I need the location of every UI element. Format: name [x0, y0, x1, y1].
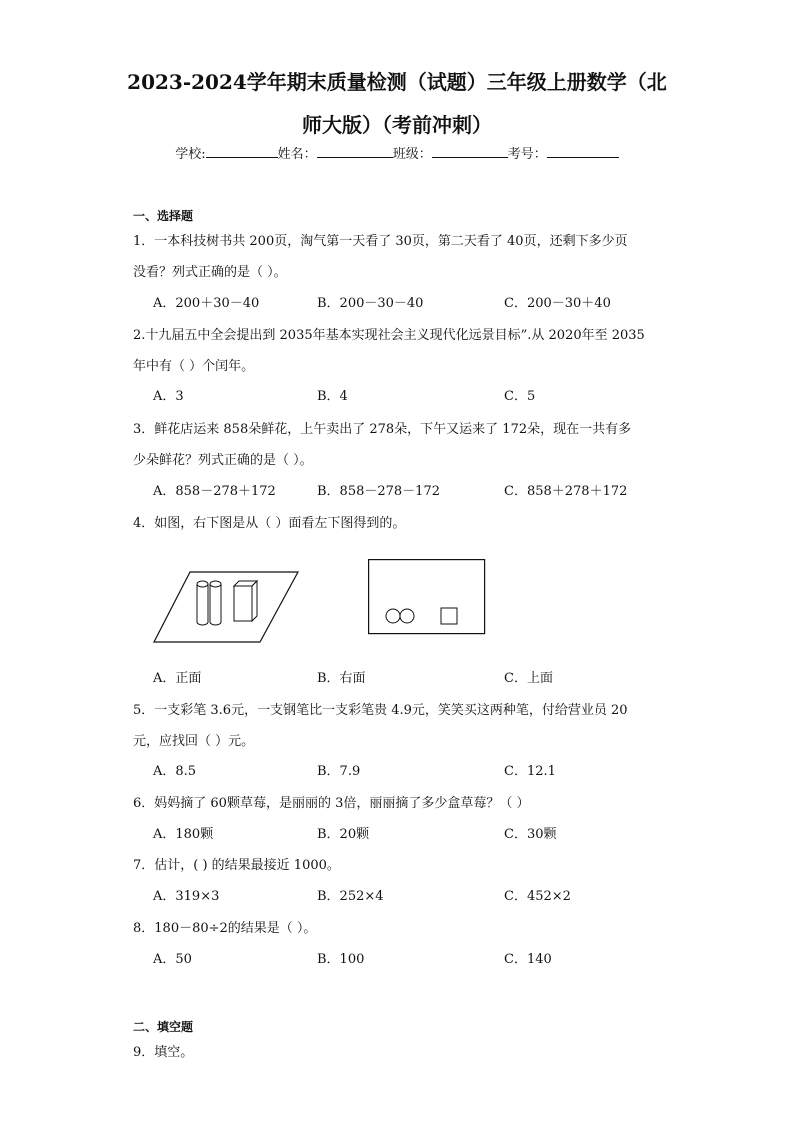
option-b[interactable]: B．右面: [317, 671, 366, 686]
base-plane-shape: [154, 572, 298, 642]
option-c[interactable]: C．12.1: [504, 764, 556, 779]
circle-shape: [386, 609, 400, 623]
view-result-figure: [368, 559, 486, 635]
name-blank[interactable]: [317, 145, 393, 158]
cylinder-right-shape: [210, 581, 221, 625]
question-text: 8．180－80÷2的结果是（ ）。: [133, 921, 317, 936]
question-text: 9．填空。: [133, 1045, 194, 1060]
option-a[interactable]: A．正面: [153, 671, 202, 686]
question-text: 元，应找回（ ）元。: [133, 734, 255, 749]
question-text: 2.十九届五中全会提出到 2035年基本实现社会主义现代化远景目标”.从 2020年至 2035: [133, 328, 645, 343]
question-4: [133, 508, 673, 539]
question-text: 没看？列式正确的是（ ）。: [133, 265, 287, 280]
option-a[interactable]: A．3: [153, 389, 184, 404]
question-3: [133, 414, 673, 476]
name-label: 姓名：: [277, 147, 317, 162]
circle-shape: [400, 609, 414, 623]
school-label: 学校:: [175, 147, 206, 162]
option-b[interactable]: B．4: [317, 389, 348, 404]
section-heading-fill: 二、填空题: [133, 1020, 194, 1034]
cuboid-shape: [234, 581, 257, 621]
option-c[interactable]: C．200－30＋40: [504, 296, 611, 311]
option-b[interactable]: B．252×4: [317, 889, 384, 904]
three-d-objects-figure: [150, 570, 300, 644]
option-c[interactable]: C．30颗: [504, 827, 557, 842]
section-heading-choice: 一、选择题: [133, 209, 194, 223]
question-text: 年中有（ ）个闰年。: [133, 359, 255, 374]
option-b[interactable]: B．20颗: [317, 827, 370, 842]
option-a[interactable]: A．8.5: [153, 764, 197, 779]
student-info-row: [0, 145, 794, 164]
number-label: 考号：: [507, 147, 547, 162]
number-blank[interactable]: [547, 145, 619, 158]
option-c[interactable]: C．140: [504, 952, 552, 967]
option-a[interactable]: A．319×3: [153, 889, 220, 904]
option-b[interactable]: B．200－30－40: [317, 296, 424, 311]
option-a[interactable]: A．200＋30－40: [153, 296, 260, 311]
option-b[interactable]: B．858－278－172: [317, 484, 440, 499]
option-b[interactable]: B．100: [317, 952, 365, 967]
question-1: [133, 226, 673, 288]
option-c[interactable]: C．上面: [504, 671, 553, 686]
option-a[interactable]: A．50: [153, 952, 192, 967]
option-c[interactable]: C．452×2: [504, 889, 571, 904]
school-blank[interactable]: [206, 145, 278, 158]
question-2: [133, 320, 673, 382]
question-text: 3．鲜花店运来 858朵鲜花，上午卖出了 278朵，下午又运来了 172朵，现在一共有多: [133, 422, 632, 437]
question-6: [133, 788, 673, 819]
question-7: [133, 850, 673, 881]
class-label: 班级：: [392, 147, 432, 162]
page-title-line2: 师大版）（考前冲刺）: [302, 113, 492, 137]
class-blank[interactable]: [432, 145, 508, 158]
question-text: 1．一本科技树书共 200页，淘气第一天看了 30页，第二天看了 40页，还剩下多少页: [133, 234, 628, 249]
question-text: 7．估计，( ) 的结果最接近 1000。: [133, 858, 340, 873]
page-title-line1: 2023-2024学年期末质量检测（试题）三年级上册数学（北: [127, 70, 667, 94]
question-8: [133, 913, 673, 944]
option-a[interactable]: A．858－278＋172: [153, 484, 276, 499]
option-a[interactable]: A．180颗: [153, 827, 214, 842]
view-frame-shape: [369, 560, 485, 634]
option-c[interactable]: C．858＋278＋172: [504, 484, 628, 499]
question-9: [133, 1037, 673, 1068]
option-c[interactable]: C．5: [504, 389, 536, 404]
question-text: 6．妈妈摘了 60颗草莓，是丽丽的 3倍，丽丽摘了多少盒草莓？（ ）: [133, 796, 530, 811]
option-b[interactable]: B．7.9: [317, 764, 361, 779]
square-shape: [441, 608, 457, 624]
question-text: 少朵鲜花？列式正确的是（ ）。: [133, 453, 313, 468]
question-text: 5．一支彩笔 3.6元，一支钢笔比一支彩笔贵 4.9元，笑笑买这两种笔，付给营业员 20: [133, 703, 628, 718]
question-5: [133, 695, 673, 757]
cylinder-left-shape: [197, 581, 208, 625]
question-text: 4．如图，右下图是从（ ）面看左下图得到的。: [133, 516, 406, 531]
